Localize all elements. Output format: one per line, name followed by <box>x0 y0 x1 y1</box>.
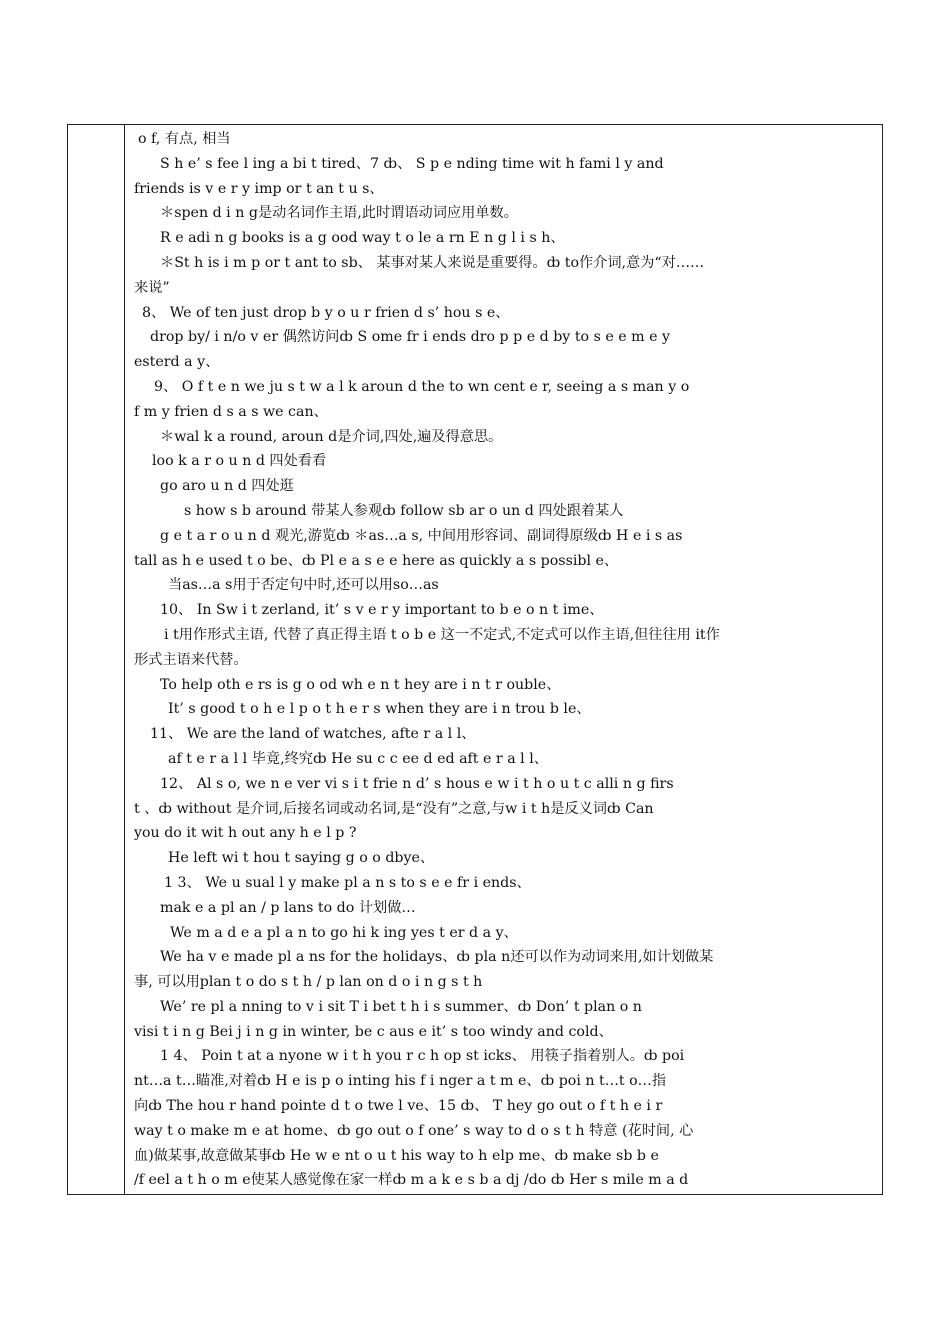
text-line: go aro u n d 四处逛 <box>160 478 294 495</box>
text-line: 1 4、 Poin t at a nyone w i t h you r c h op st icks、 用筷子指着别人。ȸ poi <box>160 1048 685 1065</box>
text-line: loo k a r o u n d 四处看看 <box>152 453 327 470</box>
text-line: 10、 In Sw i t zerland, it’ s v e r y important to b e o n t ime、 <box>160 602 604 619</box>
text-line: mak e a pl an / p lans to do 计划做… <box>160 899 416 916</box>
text-line: 事, 可以用plan t o do s t h / p lan on d o i n g s t h <box>134 974 483 991</box>
text-line: drop by/ i n/o v er 偶然访问ȸ S ome fr i ends dro p p e d by to s e e m e y <box>150 329 671 346</box>
text-line: It’ s good t o h e l p o t h e r s when they are i n trou b le、 <box>168 701 591 718</box>
text-line: nt…a t…瞄准,对着ȸ H e is p o inting his f i nger a t m e、ȸ poi n t…t o…指 <box>134 1073 667 1090</box>
text-line: af t e r a l l 毕竟,终究ȸ He su c c ee d ed aft e r a l l、 <box>168 750 548 767</box>
text-line: visi t i n g Bei j i n g in winter, be c aus e it’ s too windy and cold、 <box>134 1023 613 1040</box>
text-line: 向ȸ The hou r hand pointe d t o twe l ve、15 ȸ、 T hey go out o f t h e i r <box>134 1098 663 1115</box>
text-line: 血)做某事,故意做某事ȸ He w e nt o u t his way to h elp me、ȸ make sb b e <box>134 1147 659 1164</box>
text-line: esterd a y、 <box>134 354 220 371</box>
document-table <box>67 124 883 1195</box>
text-line: We m a d e a pl a n to go hi k ing yes t er d a y、 <box>170 924 518 941</box>
text-line: 形式主语来代替。 <box>134 651 248 668</box>
left-margin-column <box>68 125 125 1194</box>
document-body <box>134 127 876 1193</box>
text-line: We’ re pl a nning to v i sit T i bet t h i s summer、ȸ Don’ t plan o n <box>160 998 642 1015</box>
text-line: way t o make m e at home、ȸ go out o f one’ s way to d o s t h 特意 (花时间, 心 <box>134 1122 694 1139</box>
text-line: f m y frien d s a s we can、 <box>134 403 328 420</box>
text-line: /f eel a t h o m e使某人感觉像在家一样ȸ m a k e s b a dj /do ȸ Her s mile m a d <box>134 1172 689 1189</box>
text-line: We ha v e made pl a ns for the holidays、ȸ pla n还可以作为动词来用,如计划做某 <box>160 949 714 966</box>
text-line: ＊wal k a round, aroun d是介词,四处,遍及得意思。 <box>160 428 503 445</box>
text-line: friends is v e r y imp or t an t u s、 <box>134 180 384 197</box>
text-line: 12、 Al s o, we n e ver vi s i t frie n d’ s hous e w i t h o u t c alli n g firs <box>160 775 674 792</box>
text-line: 1 3、 We u sual l y make pl a n s to s e e fr i ends、 <box>164 874 531 891</box>
text-line: o f, 有点, 相当 <box>138 131 231 147</box>
text-line: ＊St h is i m p or t ant to sb、 某事对某人来说是重要得。ȸ to作介词,意为“对…… <box>160 254 705 271</box>
text-line: tall as h e used t o be、ȸ Pl e a s e e here as quickly a s possibl e、 <box>134 552 619 569</box>
text-line: t 、ȸ without 是介词,后接名词或动名词,是“没有”之意,与w i t h是反义词ȸ Can <box>134 800 654 817</box>
text-line: 11、 We are the land of watches, afte r a l l、 <box>150 726 476 743</box>
text-line: s how s b around 带某人参观ȸ follow sb ar o un d 四处跟着某人 <box>184 502 624 519</box>
text-line: 来说” <box>134 279 170 296</box>
text-line: 9、 O f t e n we ju s t w a l k aroun d the to wn cent e r, seeing a s man y o <box>154 378 690 395</box>
text-line: To help oth e rs is g o od wh e n t hey are i n t r ouble、 <box>160 676 561 693</box>
text-line: R e adi n g books is a g ood way t o le a rn E n g l i s h、 <box>160 230 565 247</box>
text-line: He left wi t hou t saying g o o dbye、 <box>168 850 435 867</box>
text-line: 当as…a s用于否定句中时,还可以用so…as <box>168 577 439 594</box>
text-line: S h e’ s fee l ing a bi t tired、7 ȸ、 S p e nding time wit h fami l y and <box>160 155 664 172</box>
text-line: you do it wit h out any h e l p ? <box>134 825 357 842</box>
text-line: ＊spen d i n g是动名词作主语,此时谓语动词应用单数。 <box>160 205 518 222</box>
text-line: g e t a r o u n d 观光,游览ȸ ＊as…a s, 中间用形容词、副词得原级ȸ H e i s as <box>160 527 683 544</box>
text-line: i t用作形式主语, 代替了真正得主语 t o b e 这一不定式,不定式可以作主语,但往往用 it作 <box>164 626 720 643</box>
text-line: 8、 We of ten just drop b y o u r frien d s’ hou s e、 <box>142 304 510 321</box>
